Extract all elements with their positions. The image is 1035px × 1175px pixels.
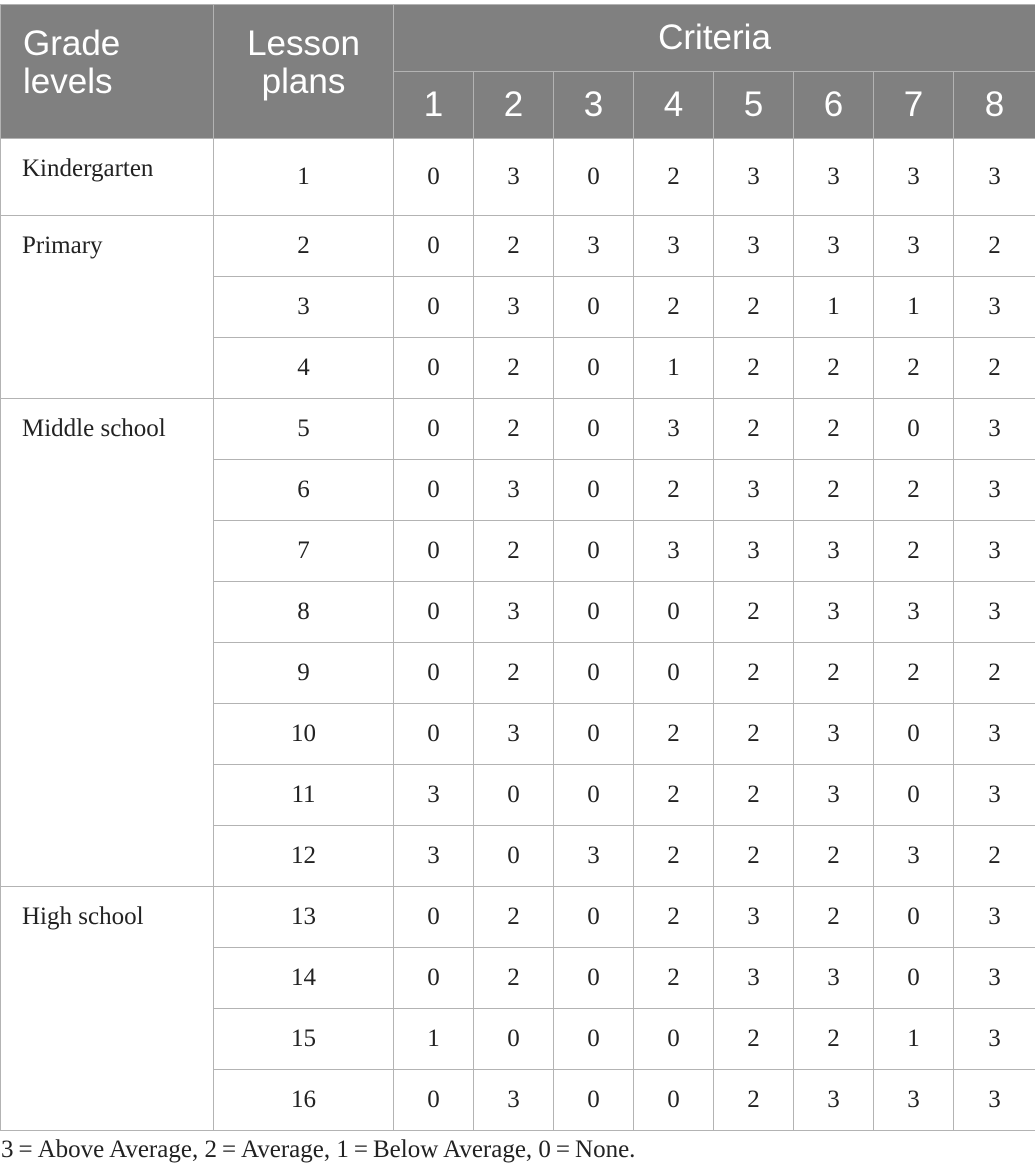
grade-levels-header: Grade levels [1, 5, 214, 139]
lesson-plan-cell: 8 [214, 582, 394, 643]
score-cell: 0 [554, 1009, 634, 1070]
lesson-plan-cell: 3 [214, 277, 394, 338]
score-cell: 3 [954, 704, 1035, 765]
criterion-number-header: 2 [474, 72, 554, 139]
score-cell: 0 [554, 460, 634, 521]
score-cell: 3 [874, 139, 954, 216]
score-cell: 3 [954, 139, 1035, 216]
score-cell: 3 [634, 521, 714, 582]
table-row [1, 399, 1035, 460]
lesson-plan-cell: 11 [214, 765, 394, 826]
score-cell: 2 [794, 460, 874, 521]
score-cell: 3 [714, 887, 794, 948]
criterion-number-header: 4 [634, 72, 714, 139]
score-cell: 3 [794, 582, 874, 643]
score-cell: 2 [954, 826, 1035, 887]
score-cell: 0 [394, 643, 474, 704]
score-cell: 0 [394, 704, 474, 765]
score-cell: 0 [874, 887, 954, 948]
score-cell: 1 [394, 1009, 474, 1070]
score-cell: 2 [474, 948, 554, 1009]
score-cell: 2 [794, 826, 874, 887]
score-cell: 2 [634, 948, 714, 1009]
score-cell: 3 [634, 399, 714, 460]
score-cell: 0 [394, 277, 474, 338]
table-body [1, 139, 1035, 1131]
score-cell: 3 [474, 582, 554, 643]
lesson-plan-cell: 1 [214, 139, 394, 216]
score-cell: 3 [954, 277, 1035, 338]
lesson-plan-cell: 7 [214, 521, 394, 582]
score-cell: 0 [394, 216, 474, 277]
score-cell: 2 [794, 399, 874, 460]
score-cell: 2 [714, 765, 794, 826]
score-cell: 3 [794, 948, 874, 1009]
score-cell: 3 [874, 826, 954, 887]
score-cell: 3 [794, 704, 874, 765]
score-cell: 3 [474, 277, 554, 338]
score-cell: 0 [554, 139, 634, 216]
lesson-plan-cell: 12 [214, 826, 394, 887]
score-cell: 2 [634, 887, 714, 948]
score-cell: 0 [554, 948, 634, 1009]
table-header [1, 5, 1035, 139]
lesson-plan-cell: 13 [214, 887, 394, 948]
score-cell: 2 [714, 1009, 794, 1070]
score-cell: 2 [634, 704, 714, 765]
lesson-plan-cell: 5 [214, 399, 394, 460]
table-row [1, 216, 1035, 277]
score-cell: 3 [714, 139, 794, 216]
score-cell: 2 [874, 521, 954, 582]
score-cell: 3 [474, 460, 554, 521]
scores-table [0, 4, 1035, 1131]
score-cell: 2 [714, 399, 794, 460]
lesson-plan-cell: 4 [214, 338, 394, 399]
score-cell: 0 [634, 1070, 714, 1131]
score-cell: 2 [474, 338, 554, 399]
score-cell: 0 [394, 582, 474, 643]
score-cell: 2 [474, 399, 554, 460]
score-cell: 1 [794, 277, 874, 338]
score-cell: 2 [794, 1009, 874, 1070]
score-cell: 0 [874, 704, 954, 765]
score-cell: 3 [554, 826, 634, 887]
score-cell: 2 [714, 704, 794, 765]
table-row [1, 887, 1035, 948]
score-cell: 0 [554, 521, 634, 582]
score-cell: 3 [714, 460, 794, 521]
score-cell: 3 [474, 139, 554, 216]
score-cell: 0 [394, 460, 474, 521]
score-cell: 0 [634, 1009, 714, 1070]
lesson-plan-cell: 14 [214, 948, 394, 1009]
criterion-number-header: 3 [554, 72, 634, 139]
score-cell: 3 [874, 1070, 954, 1131]
score-cell: 3 [954, 521, 1035, 582]
score-cell: 0 [394, 948, 474, 1009]
table-row [1, 139, 1035, 216]
score-cell: 2 [714, 338, 794, 399]
criteria-header: Criteria [394, 5, 1035, 72]
score-cell: 2 [954, 338, 1035, 399]
grade-level-cell: Kindergarten [1, 139, 214, 216]
score-cell: 3 [794, 139, 874, 216]
score-cell: 2 [634, 277, 714, 338]
score-cell: 2 [794, 338, 874, 399]
criterion-number-header: 8 [954, 72, 1035, 139]
score-cell: 3 [794, 1070, 874, 1131]
score-cell: 3 [394, 765, 474, 826]
criterion-number-header: 5 [714, 72, 794, 139]
score-cell: 0 [554, 582, 634, 643]
score-cell: 0 [554, 765, 634, 826]
score-cell: 0 [394, 1070, 474, 1131]
score-cell: 1 [874, 1009, 954, 1070]
score-cell: 3 [794, 216, 874, 277]
lesson-plan-cell: 16 [214, 1070, 394, 1131]
score-cell: 0 [554, 704, 634, 765]
score-cell: 0 [394, 521, 474, 582]
score-cell: 0 [554, 277, 634, 338]
score-cell: 3 [954, 460, 1035, 521]
score-cell: 0 [874, 948, 954, 1009]
score-cell: 2 [634, 765, 714, 826]
score-cell: 2 [714, 643, 794, 704]
score-cell: 0 [874, 399, 954, 460]
score-cell: 3 [554, 216, 634, 277]
score-cell: 3 [954, 399, 1035, 460]
score-cell: 3 [954, 582, 1035, 643]
score-cell: 2 [714, 1070, 794, 1131]
score-cell: 3 [794, 765, 874, 826]
lesson-plan-cell: 15 [214, 1009, 394, 1070]
score-cell: 2 [714, 582, 794, 643]
score-cell: 2 [874, 460, 954, 521]
score-cell: 0 [874, 765, 954, 826]
score-cell: 0 [394, 338, 474, 399]
score-cell: 0 [554, 399, 634, 460]
score-cell: 3 [874, 582, 954, 643]
score-cell: 0 [554, 643, 634, 704]
lesson-plan-cell: 6 [214, 460, 394, 521]
score-cell: 0 [474, 1009, 554, 1070]
score-cell: 2 [634, 826, 714, 887]
score-cell: 0 [554, 887, 634, 948]
score-cell: 2 [794, 887, 874, 948]
score-cell: 2 [874, 643, 954, 704]
score-cell: 0 [554, 338, 634, 399]
score-cell: 2 [474, 216, 554, 277]
criterion-number-header: 1 [394, 72, 474, 139]
lesson-plan-cell: 10 [214, 704, 394, 765]
score-cell: 2 [874, 338, 954, 399]
score-cell: 0 [474, 826, 554, 887]
score-cell: 2 [474, 521, 554, 582]
score-cell: 0 [394, 887, 474, 948]
score-cell: 0 [394, 399, 474, 460]
score-cell: 3 [954, 948, 1035, 1009]
score-cell: 0 [474, 765, 554, 826]
score-cell: 3 [474, 704, 554, 765]
score-cell: 2 [474, 643, 554, 704]
score-cell: 3 [954, 1009, 1035, 1070]
score-cell: 2 [634, 139, 714, 216]
table-footnote: 3 = Above Average, 2 = Average, 1 = Below Average, 0 = None. [1, 1136, 636, 1163]
lesson-plan-cell: 9 [214, 643, 394, 704]
score-cell: 0 [554, 1070, 634, 1131]
score-cell: 0 [394, 139, 474, 216]
score-cell: 2 [954, 643, 1035, 704]
grade-level-cell: High school [1, 887, 214, 1131]
score-cell: 3 [794, 521, 874, 582]
score-cell: 3 [394, 826, 474, 887]
lesson-plan-cell: 2 [214, 216, 394, 277]
score-cell: 2 [634, 460, 714, 521]
score-cell: 2 [954, 216, 1035, 277]
score-cell: 3 [714, 948, 794, 1009]
score-cell: 3 [714, 521, 794, 582]
score-cell: 2 [474, 887, 554, 948]
score-cell: 3 [954, 1070, 1035, 1131]
grade-level-cell: Middle school [1, 399, 214, 887]
criterion-number-header: 6 [794, 72, 874, 139]
grade-level-cell: Primary [1, 216, 214, 399]
score-cell: 3 [474, 1070, 554, 1131]
score-cell: 2 [714, 277, 794, 338]
score-cell: 3 [714, 216, 794, 277]
score-cell: 3 [874, 216, 954, 277]
score-cell: 1 [874, 277, 954, 338]
lesson-plans-header: Lesson plans [214, 5, 394, 139]
score-cell: 0 [634, 582, 714, 643]
score-cell: 3 [634, 216, 714, 277]
criterion-number-header: 7 [874, 72, 954, 139]
score-cell: 0 [634, 643, 714, 704]
score-cell: 2 [794, 643, 874, 704]
score-cell: 2 [714, 826, 794, 887]
score-cell: 3 [954, 887, 1035, 948]
score-cell: 1 [634, 338, 714, 399]
score-cell: 3 [954, 765, 1035, 826]
